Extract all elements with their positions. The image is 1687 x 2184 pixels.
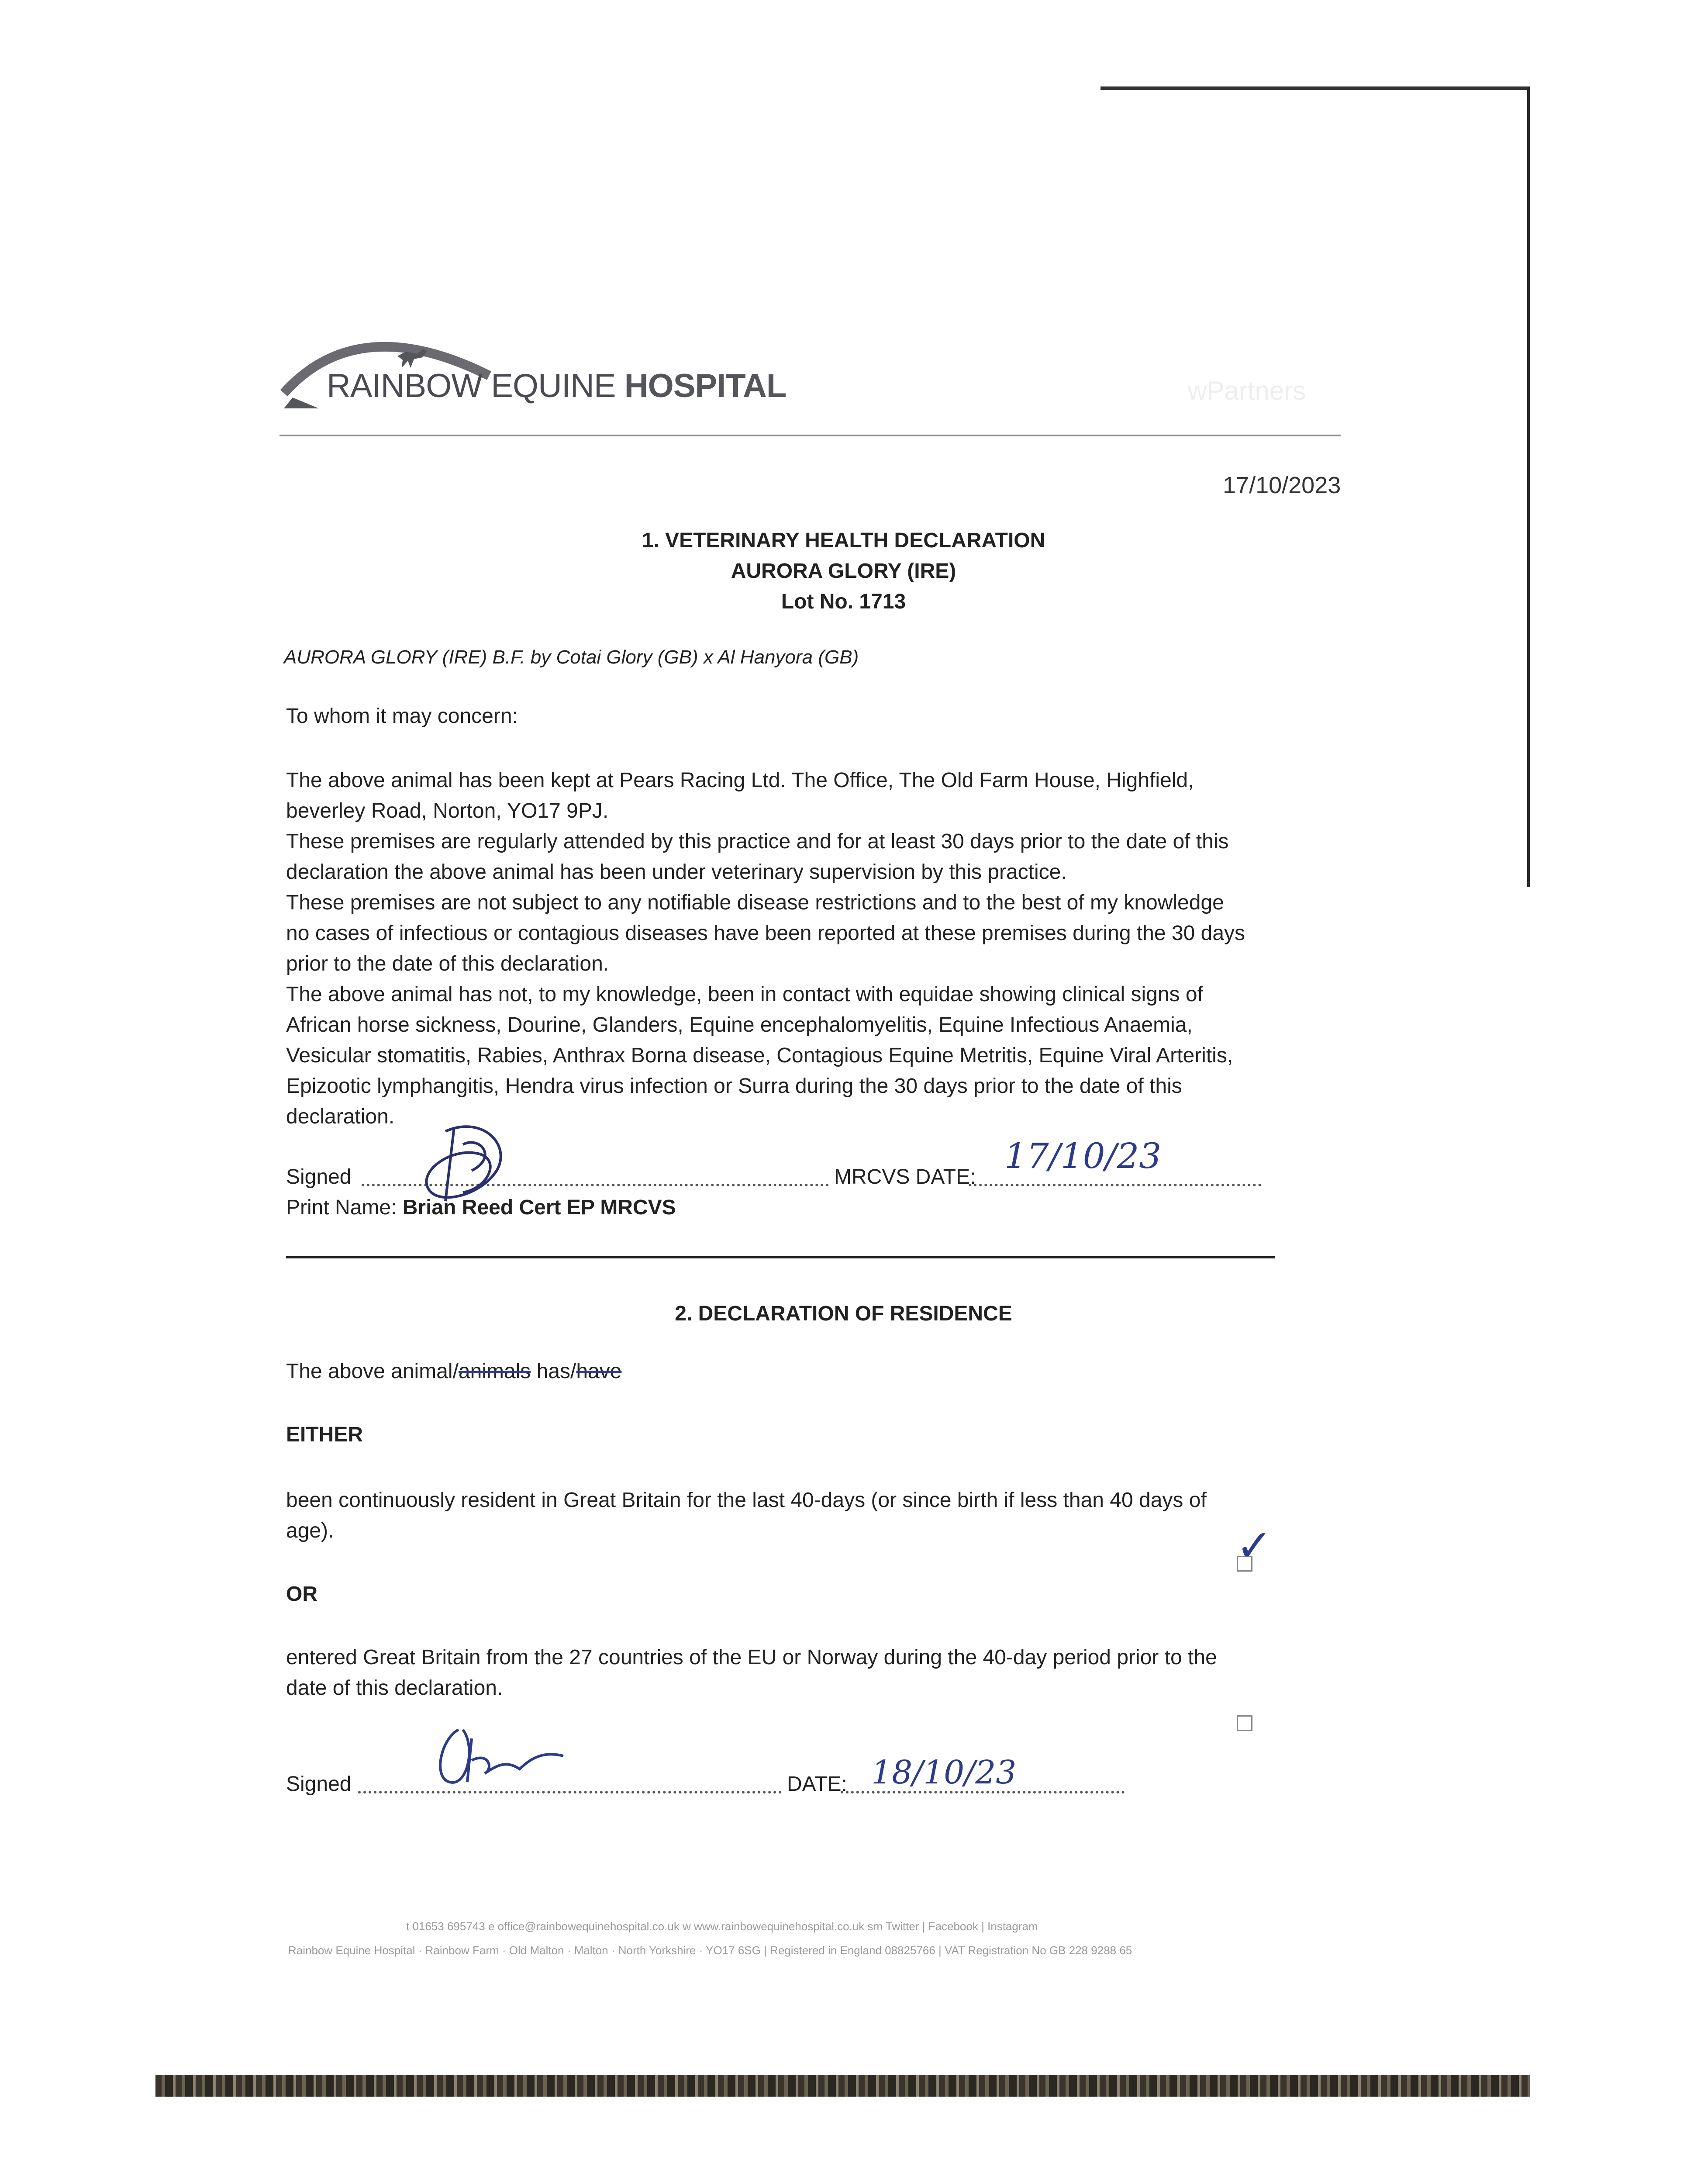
option1-text bbox=[286, 1485, 1207, 1546]
para-line: declaration the above animal has been under veterinary supervision by this practice. bbox=[286, 860, 1067, 884]
lot-number: Lot No. 1713 bbox=[781, 590, 906, 613]
option2-line: entered Great Britain from the 27 countries of the EU or Norway during the 40-day period prior to the bbox=[286, 1646, 1217, 1669]
print-name-label: Print Name: bbox=[286, 1196, 403, 1219]
para-line: African horse sickness, Dourine, Glanders, Equine encephalomyelitis, Equine Infectious Anaemia, bbox=[286, 1013, 1193, 1037]
para-line: The above animal has not, to my knowledge, been in contact with equidae showing clinical signs of bbox=[286, 983, 1203, 1006]
struck-have: have bbox=[576, 1360, 622, 1383]
owner-signature-scrawl bbox=[432, 1721, 581, 1791]
residence-intro bbox=[286, 1356, 621, 1387]
horse-name: AURORA GLORY (IRE) bbox=[731, 560, 956, 583]
header-rule bbox=[279, 435, 1341, 436]
faint-partner-text: wPartners bbox=[1188, 376, 1306, 405]
pedigree-line: AURORA GLORY (IRE) B.F. by Cotai Glory (GB) x Al Hanyora (GB) bbox=[284, 646, 859, 668]
section1-title: 1. VETERINARY HEALTH DECLARATION bbox=[642, 529, 1045, 552]
scan-edge-right bbox=[1527, 87, 1530, 887]
para-line: These premises are not subject to any notifiable disease restrictions and to the best of my knowledge bbox=[286, 891, 1224, 914]
intro-text: The above animal/ bbox=[286, 1360, 459, 1383]
option1-line: been continuously resident in Great Britain for the last 40-days (or since birth if less than 40 days of bbox=[286, 1489, 1207, 1512]
signed-label-1: Signed bbox=[286, 1165, 352, 1189]
para-line: declaration. bbox=[286, 1105, 395, 1128]
print-name-row bbox=[286, 1192, 676, 1223]
para-line: no cases of infectious or contagious diseases have been reported at these premises during the 30 days bbox=[286, 922, 1245, 945]
or-label: OR bbox=[286, 1583, 317, 1606]
mrcvs-date-label: MRCVS DATE: bbox=[834, 1165, 976, 1189]
intro-text-b: has/ bbox=[531, 1360, 576, 1383]
either-label: EITHER bbox=[286, 1423, 363, 1446]
mrcvs-date-line bbox=[969, 1184, 1261, 1186]
handwritten-residence-date: 18/10/23 bbox=[871, 1754, 1017, 1791]
logo-wordmark bbox=[327, 367, 786, 405]
section2-title: 2. DECLARATION OF RESIDENCE bbox=[675, 1302, 1012, 1325]
logo-text-bold: HOSPITAL bbox=[624, 367, 787, 404]
para-line: prior to the date of this declaration. bbox=[286, 952, 609, 975]
logo-text-light: RAINBOW EQUINE bbox=[327, 367, 624, 404]
section-divider bbox=[286, 1256, 1275, 1258]
date-label-2: DATE: bbox=[787, 1773, 847, 1796]
salutation: To whom it may concern: bbox=[286, 705, 518, 728]
print-name-value: Brian Reed Cert EP MRCVS bbox=[402, 1196, 676, 1219]
option2-checkbox[interactable] bbox=[1237, 1715, 1252, 1731]
footer-contact: t 01653 695743 e office@rainbowequinehospital.co.uk w www.rainbowequinehospital.co.uk sm Twitter | Facebook | Instagram bbox=[406, 1920, 1038, 1933]
option1-checkmark: ✓ bbox=[1236, 1520, 1273, 1571]
para-line: Epizootic lymphangitis, Hendra virus infection or Surra during the 30 days prior to the date of this bbox=[286, 1075, 1182, 1098]
para-line: These premises are regularly attended by this practice and for at least 30 days prior to the date of this bbox=[286, 830, 1229, 853]
signed-label-2: Signed bbox=[286, 1773, 352, 1796]
para-line: Vesicular stomatitis, Rabies, Anthrax Borna disease, Contagious Equine Metritis, Equine Viral Arteritis, bbox=[286, 1044, 1233, 1067]
handwritten-vet-date: 17/10/23 bbox=[1004, 1136, 1162, 1176]
option1-line: age). bbox=[286, 1519, 334, 1542]
document-date: 17/10/2023 bbox=[1223, 472, 1341, 498]
para-line: The above animal has been kept at Pears Racing Ltd. The Office, The Old Farm House, Highfield, bbox=[286, 769, 1194, 792]
scan-edge-top bbox=[1101, 86, 1530, 90]
scan-bottom-strip bbox=[155, 2075, 1530, 2097]
declaration-paragraph bbox=[286, 765, 1245, 1132]
option2-text bbox=[286, 1642, 1217, 1704]
para-line: beverley Road, Norton, YO17 9PJ. bbox=[286, 799, 609, 822]
signature-line-2 bbox=[358, 1791, 782, 1794]
struck-animals: animals bbox=[458, 1360, 531, 1383]
footer-address: Rainbow Equine Hospital · Rainbow Farm · Old Malton · Malton · North Yorkshire · YO17 6SG | Registered in England 08825766 | VAT Registration No GB 228 9288 65 bbox=[288, 1944, 1132, 1957]
option2-line: date of this declaration. bbox=[286, 1676, 503, 1700]
